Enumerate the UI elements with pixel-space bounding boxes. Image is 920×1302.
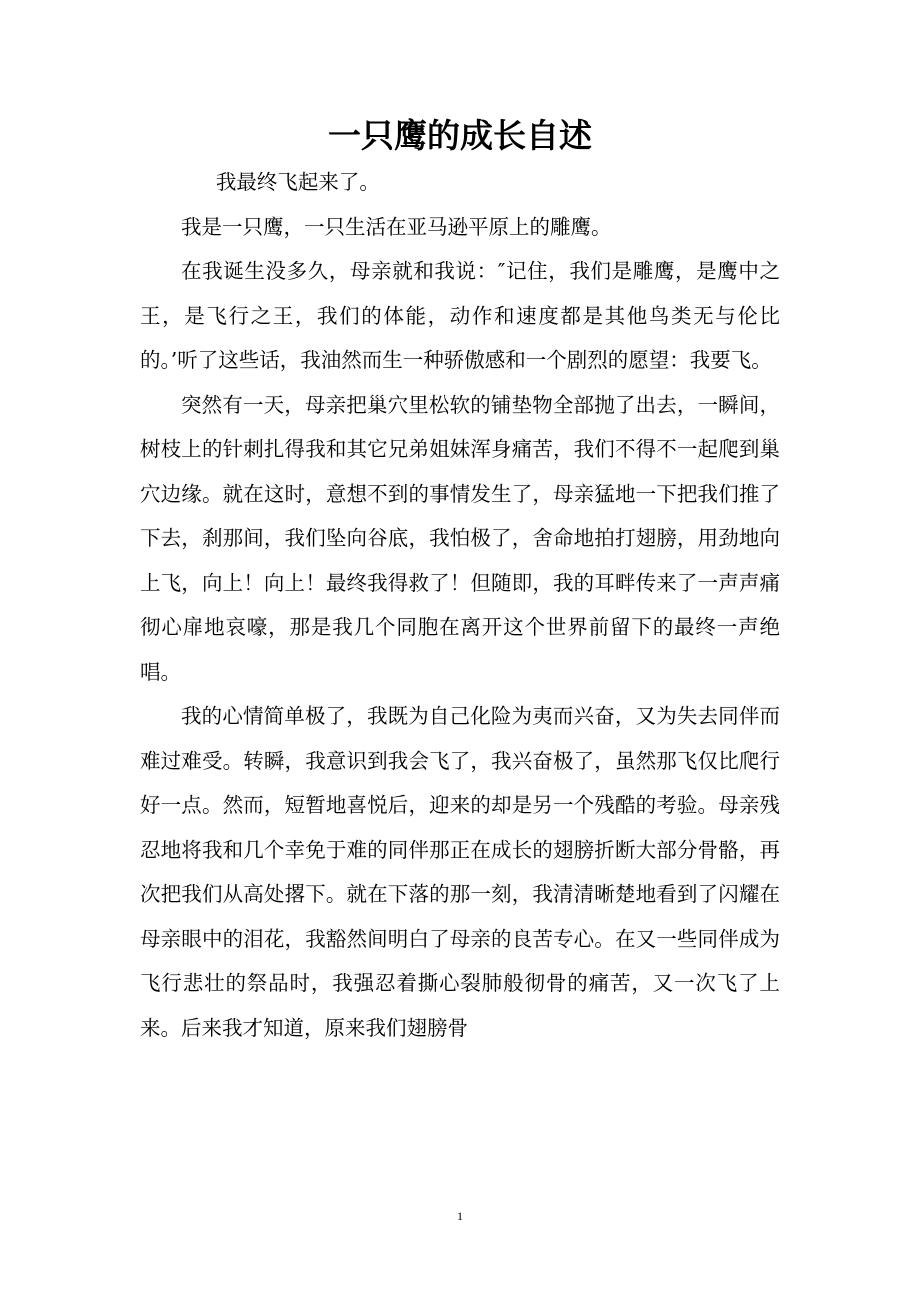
paragraph-2: 我是一只鹰，一只生活在亚马逊平原上的雕鹰。 [181, 214, 612, 239]
paragraph-5: 我的心情简单极了，我既为自己化险为夷而兴奋，又为失去同伴而难过难受。转瞬，我意识到我会飞了，我兴奋极了，虽然那飞仅比爬行好一点。然而，短暂地喜悦后，迎来的却是另一个残酷的考验。母亲残忍地将我和几个幸免于难的同伴那正在成长的翅膀折断大部分骨骼，再次把我们从高处撂下。就在下落的那一刻，我清清晰楚地看到了闪耀在母亲眼中的泪花，我豁然间明白了母亲的良苦专心。在又一些同伴成为飞行悲壮的祭品时，我强忍着撕心裂肺般彻骨的痛苦，又一次飞了上来。后来我才知道，原来我们翅膀骨 [140, 704, 780, 1040]
document-body [140, 160, 780, 1050]
paragraph-4: 突然有一天，母亲把巢穴里松软的铺垫物全部抛了出去，一瞬间，树枝上的针刺扎得我和其它兄弟姐妹浑身痛苦，我们不得不一起爬到巢穴边缘。就在这时，意想不到的事情发生了，母亲猛地一下把我们推了下去，刹那间，我们坠向谷底，我怕极了，舍命地拍打翅膀，用劲地向上飞，向上！向上！最终我得救了！但随即，我的耳畔传来了一声声痛彻心扉地哀嚎，那是我几个同胞在离开这个世界前留下的最终一声绝唱。 [140, 392, 780, 684]
paragraph-3: 在我诞生没多久，母亲就和我说：″记住，我们是雕鹰，是鹰中之王，是飞行之王，我们的体能，动作和速度都是其他鸟类无与伦比的。’听了这些话，我油然而生一种骄傲感和一个剧烈的愿望：我要飞。 [140, 259, 780, 372]
document-title: 一只鹰的成长自述 [328, 116, 592, 155]
page-number: 1 [457, 1209, 463, 1223]
paragraph-1: 我最终飞起来了。 [215, 170, 380, 194]
